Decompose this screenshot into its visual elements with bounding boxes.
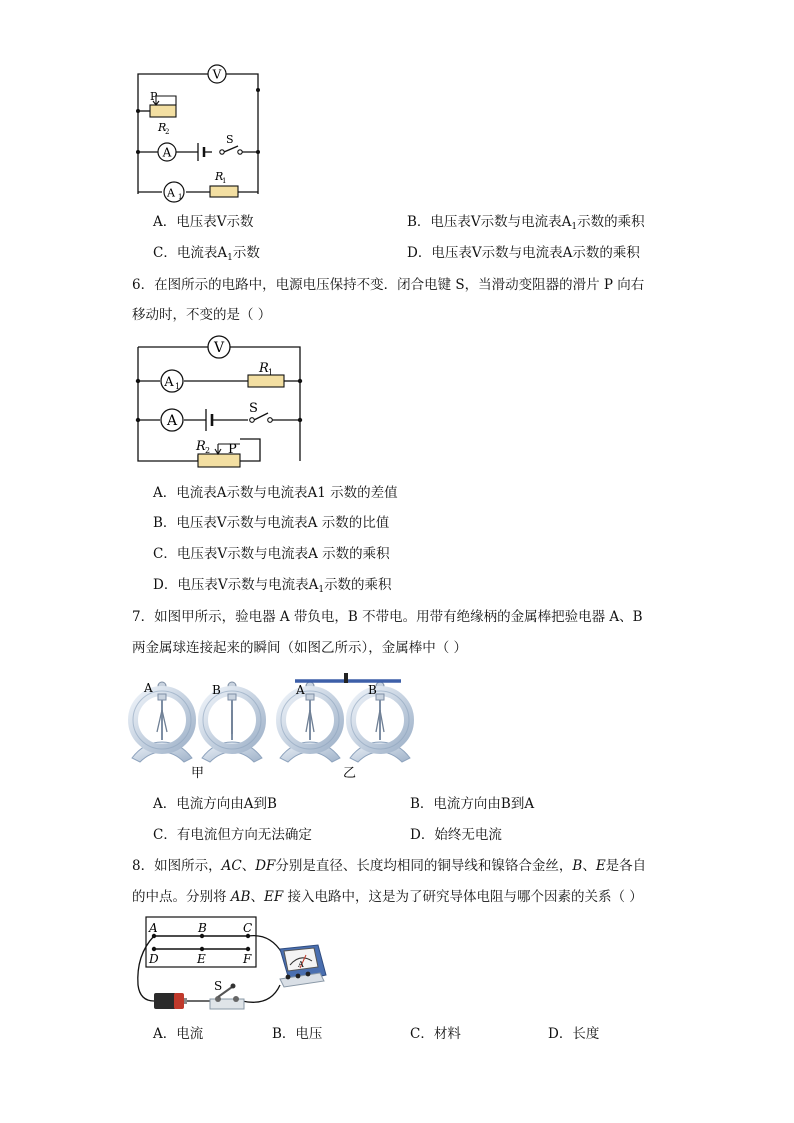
- q6-r1-sub: 1: [268, 368, 274, 377]
- q6-a1-label: A: [164, 375, 174, 390]
- q6-r1-resistor: [248, 375, 284, 387]
- q6-slider-label: P: [228, 442, 237, 457]
- option-text: 长度: [572, 1026, 600, 1042]
- option-label: C．: [410, 1026, 434, 1042]
- q7-caption-right: 乙: [343, 766, 357, 781]
- q8-stem-line2: [132, 888, 643, 906]
- q7-option-b[interactable]: [410, 795, 534, 813]
- q8-option-d[interactable]: [548, 1025, 599, 1043]
- stem-var-ab: AB: [230, 889, 251, 905]
- q7-option-a[interactable]: [153, 795, 277, 813]
- q5-r2-label: R: [158, 121, 167, 134]
- stem-text: 是各自: [605, 858, 647, 874]
- option-text: 电流表A: [176, 245, 228, 261]
- q7-stem-line1: 7．如图甲所示，验电器 A 带负电，B 不带电。用带有绝缘柄的金属棒把验电器 A、B: [132, 609, 643, 625]
- option-tail: 示数的乘积: [324, 577, 392, 593]
- switch-label: S: [214, 979, 223, 993]
- option-label: A．: [153, 796, 177, 812]
- option-label: A．: [153, 214, 177, 230]
- q8-wire-circuit-figure: [130, 915, 340, 1025]
- q5-a1-sub: 1: [178, 193, 183, 201]
- option-text: 电压表V示数与电流表A: [430, 214, 572, 230]
- q8-option-b[interactable]: [272, 1025, 322, 1043]
- option-label: D．: [407, 245, 432, 261]
- q5-switch-label: S: [226, 133, 234, 146]
- stem-text: 、: [241, 858, 256, 874]
- q5-r1-sub: 1: [222, 177, 227, 185]
- q6-switch-label: S: [249, 401, 258, 416]
- q5-option-a[interactable]: [153, 213, 254, 231]
- option-subscript: 1: [318, 585, 325, 595]
- q6-r1-label: R: [259, 361, 269, 376]
- q5-option-b[interactable]: [407, 213, 645, 236]
- option-label: C．: [153, 546, 177, 562]
- q5-a1-label: A: [167, 186, 175, 200]
- q6-option-a[interactable]: [153, 484, 398, 502]
- q7-label-a-left: A: [144, 681, 153, 695]
- stem-text: 接入电路中，这是为了研究导体电阻与哪个因素的关系（ ）: [283, 889, 643, 905]
- option-text: 电流: [176, 1026, 204, 1042]
- q7-electroscope-figure: [125, 670, 425, 785]
- option-subscript: 1: [571, 222, 578, 232]
- stem-var-df: DF: [255, 858, 276, 874]
- point-c: C: [243, 921, 253, 935]
- q7-label-b-left: B: [212, 683, 221, 697]
- option-text: 电压表V示数: [176, 214, 254, 230]
- q6-stem-line1: 6．在图所示的电路中，电源电压保持不变．闭合电键 S，当滑动变阻器的滑片 P 向右: [132, 277, 645, 293]
- q7-label-a-right: A: [296, 683, 305, 697]
- option-label: B．: [153, 515, 177, 531]
- q5-r1-resistor: [210, 186, 238, 197]
- stem-var-ac: AC: [221, 858, 242, 874]
- electroscope-a-right: [280, 682, 340, 762]
- stem-var-b: B: [572, 858, 583, 874]
- stem-text: 、: [250, 889, 264, 905]
- meter-label: A: [298, 960, 304, 969]
- option-text: 材料: [433, 1026, 461, 1042]
- option-text: 电流表A示数与电流表A1 示数的差值: [176, 485, 398, 501]
- q7-stem-line2: 两金属球连接起来的瞬间（如图乙所示），金属棒中（ ）: [132, 640, 468, 656]
- q5-slider-label: P: [150, 90, 158, 103]
- option-text: 电压: [295, 1026, 323, 1042]
- q8-option-a[interactable]: [153, 1025, 203, 1043]
- option-label: B．: [410, 796, 434, 812]
- q5-a-label: A: [162, 145, 172, 160]
- option-text: 电压表V示数与电流表A: [177, 577, 319, 593]
- option-label: C．: [153, 827, 177, 843]
- q6-option-d[interactable]: [153, 576, 392, 599]
- q6-r2-label: R: [196, 439, 206, 454]
- option-label: A．: [153, 485, 177, 501]
- point-f: F: [243, 952, 252, 966]
- option-text: 电压表V示数与电流表A 示数的比值: [176, 515, 390, 531]
- insulating-handle: [344, 673, 348, 683]
- q7-caption-left: 甲: [191, 766, 205, 781]
- option-text: 有电流但方向无法确定: [176, 827, 312, 843]
- q5-r2-sub: 2: [165, 128, 170, 136]
- q8-option-c[interactable]: [410, 1025, 461, 1043]
- stem-text: 的中点。分别将: [132, 889, 231, 905]
- electroscope-b-left: [202, 682, 262, 762]
- option-tail: 示数的乘积: [577, 214, 645, 230]
- point-d: D: [149, 952, 159, 966]
- option-subscript: 1: [227, 253, 233, 263]
- q6-r2-sub: 2: [205, 446, 211, 455]
- option-label: A．: [153, 1026, 177, 1042]
- q8-stem-line1: [132, 857, 646, 875]
- electroscope-b-right: [350, 682, 410, 762]
- point-e: E: [197, 952, 206, 966]
- stem-text: 、: [582, 858, 596, 874]
- option-label: D．: [410, 827, 435, 843]
- option-text: 电压表V示数与电流表A 示数的乘积: [176, 546, 390, 562]
- stem-var-ef: EF: [263, 889, 284, 905]
- battery: [154, 993, 187, 1009]
- stem-text: 8．如图所示，: [132, 858, 222, 874]
- option-text: 始终无电流: [434, 827, 502, 843]
- point-b: B: [198, 921, 207, 935]
- option-label: B．: [272, 1026, 296, 1042]
- q6-option-b[interactable]: [153, 514, 389, 532]
- q5-option-c[interactable]: [153, 244, 260, 267]
- electroscope-a-left: [132, 682, 192, 762]
- option-label: B．: [407, 214, 431, 230]
- option-label: D．: [548, 1026, 573, 1042]
- q7-option-c[interactable]: [153, 826, 312, 844]
- q6-stem-line2: 移动时，不变的是（ ）: [132, 307, 272, 323]
- q6-a-label: A: [166, 413, 178, 429]
- q6-a1-sub: 1: [175, 382, 181, 391]
- stem-var-e: E: [595, 858, 606, 874]
- stem-text: 分别是直径、长度均相同的铜导线和镍铬合金丝，: [275, 858, 573, 874]
- q5-circuit-diagram: [120, 60, 280, 210]
- q5-r2-resistor: [150, 105, 176, 117]
- q5-v-label: V: [212, 67, 222, 82]
- q5-r1-label: R: [215, 170, 224, 183]
- option-label: D．: [153, 577, 178, 593]
- q6-v-label: V: [213, 340, 225, 356]
- point-a: A: [149, 921, 158, 935]
- option-tail: 示数: [232, 245, 260, 261]
- option-text: 电流方向由B到A: [433, 796, 535, 812]
- q7-option-d[interactable]: [410, 826, 502, 844]
- option-text: 电流方向由A到B: [176, 796, 277, 812]
- option-label: C．: [153, 245, 177, 261]
- q6-option-c[interactable]: [153, 545, 390, 563]
- q6-circuit-diagram: [120, 335, 310, 470]
- option-text: 电压表V示数与电流表A示数的乘积: [431, 245, 640, 261]
- q5-option-d[interactable]: [407, 244, 640, 262]
- q7-label-b-right: B: [368, 683, 377, 697]
